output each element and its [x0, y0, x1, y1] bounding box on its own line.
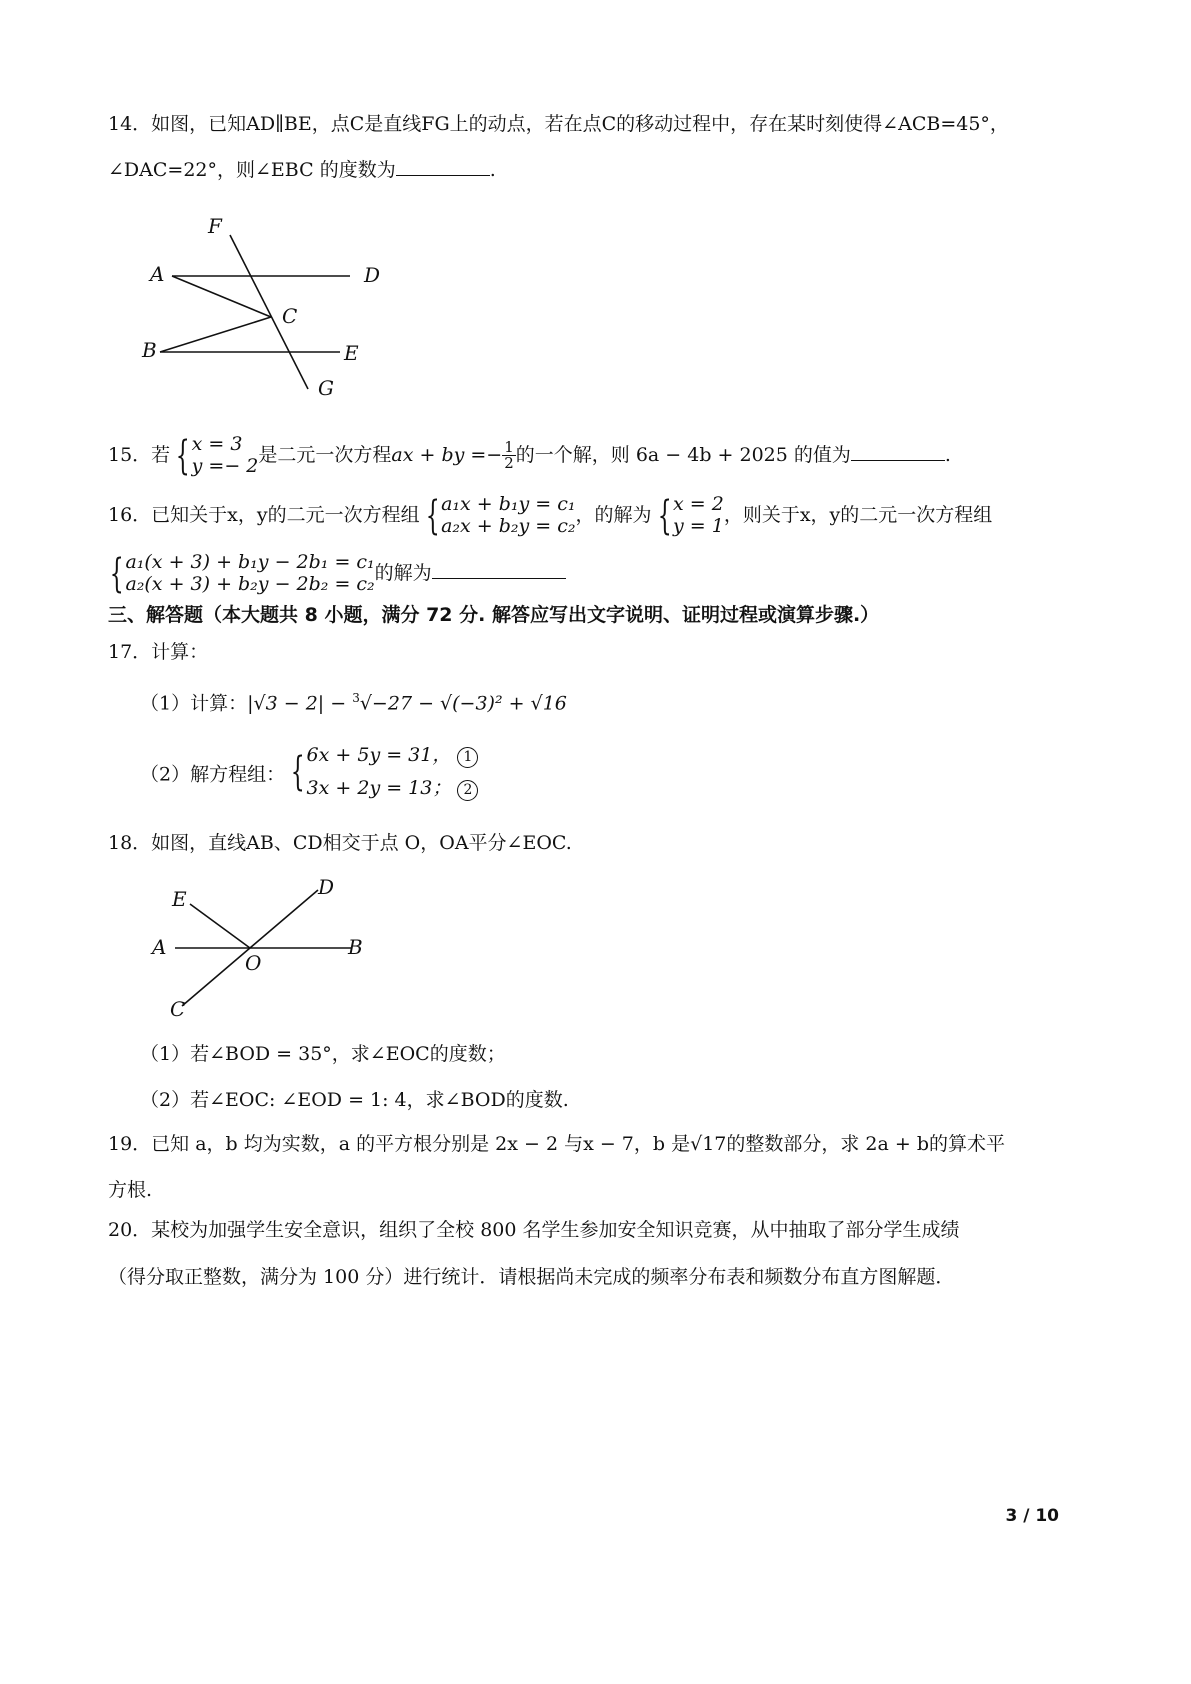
ray-OE — [190, 904, 250, 948]
q15-frac-num: 1 — [504, 437, 514, 456]
q17-p2-label: （2）解方程组： — [140, 763, 286, 786]
q14-end: . — [489, 159, 496, 181]
q16-answer-blank — [432, 578, 566, 579]
q14-answer-blank — [396, 175, 490, 176]
label-C: C — [170, 997, 186, 1021]
circled-2-icon: 2 — [457, 780, 478, 801]
q16-sys1-row2: a₂x + b₂y = c₂ — [441, 514, 576, 537]
brace-icon: { — [290, 749, 305, 796]
q17-p1-expr-b: √−27 − √(−3)² + √16 — [359, 692, 567, 715]
q16-sys2-row2: a₂(x + 3) + b₂y − 2b₂ = c₂ — [125, 572, 375, 595]
q15-row2: y =− 2 — [191, 454, 259, 477]
q20-line1: 20．某校为加强学生安全意识，组织了全校 800 名学生参加安全知识竞赛，从中抽取了部分学生成绩 — [108, 1219, 960, 1241]
label-A: A — [152, 935, 167, 959]
q16-tail: ，则关于x，y的二元一次方程组 — [723, 503, 993, 526]
q14-line2 — [108, 158, 496, 184]
q16-system2 — [104, 552, 375, 596]
q17-part1 — [140, 690, 567, 717]
label-D: D — [318, 875, 335, 899]
label-G: G — [318, 376, 334, 400]
q15-fraction — [502, 437, 516, 473]
q17-head: 17．计算： — [108, 641, 209, 663]
brace-icon: { — [425, 492, 440, 539]
label-F: F — [208, 214, 222, 238]
label-B: B — [348, 935, 363, 959]
q20-line2: （得分取正整数，满分为 100 分）进行统计．请根据尚未完成的频率分布表和频数分布直方图解题． — [108, 1266, 955, 1288]
brace-icon: { — [109, 550, 124, 597]
q14-figure — [130, 205, 400, 405]
q16-system1 — [420, 494, 576, 538]
q17-system — [285, 739, 478, 806]
q14-line1: 14．如图，已知AD∥BE，点C是直线FG上的动点，若在点C的移动过程中，存在某时刻使得∠ACB=45°， — [108, 113, 1009, 135]
q16-solution — [652, 494, 724, 538]
q17-row1: 6x + 5y = 31， 1 — [307, 739, 479, 772]
segment-BC — [160, 317, 271, 352]
q15-mid: 是二元一次方程 — [258, 443, 392, 466]
q19-line2: 方根. — [108, 1179, 153, 1201]
label-B: B — [142, 338, 157, 362]
q17-part2 — [140, 745, 478, 806]
brace-icon: { — [175, 432, 190, 479]
q17-p1-label: （1）计算： — [140, 692, 248, 715]
q18-part1: （1）若∠BOD = 35°，求∠EOC的度数； — [140, 1043, 506, 1065]
q16-sys2-row1: a₁(x + 3) + b₁y − 2b₁ = c₁ — [125, 551, 375, 573]
circled-1-icon: 1 — [457, 747, 478, 768]
q16-line1 — [108, 494, 992, 538]
q15-eq: ax + by =− — [391, 443, 503, 466]
brace-icon: { — [657, 492, 672, 539]
q15-answer-blank — [851, 460, 945, 461]
q15-system — [170, 434, 258, 478]
q19-line1: 19．已知 a，b 均为实数，a 的平方根分别是 2x − 2 与x − 7，b 是√17的整数部分，求 2a + b的算术平 — [108, 1133, 1005, 1155]
q17-p1-root-index: 3 — [352, 691, 360, 705]
label-E: E — [172, 887, 187, 911]
q18-head: 18．如图，直线AB、CD相交于点 O，OA平分∠EOC. — [108, 832, 572, 854]
page-number: 3 / 10 — [1005, 1506, 1059, 1526]
q15-frac-den: 2 — [504, 454, 514, 473]
label-A: A — [150, 262, 165, 286]
label-D: D — [364, 263, 381, 287]
q15-line — [108, 434, 951, 478]
label-O: O — [245, 951, 262, 975]
q16-sys2-tail: 的解为 — [374, 561, 432, 584]
q14-line2-text: ∠DAC=22°，则∠EBC 的度数为 — [108, 159, 396, 181]
q15-prefix: 15．若 — [108, 443, 171, 466]
q16-line2 — [104, 552, 566, 596]
label-E: E — [344, 341, 359, 365]
q18-figure — [140, 870, 380, 1030]
segment-AC — [172, 276, 271, 317]
q15-row1: x = 3 — [191, 433, 243, 455]
q16-prefix: 16．已知关于x，y的二元一次方程组 — [108, 503, 420, 526]
q16-sol-row2: y = 1 — [673, 514, 724, 537]
section-3-heading: 三、解答题（本大题共 8 小题，满分 72 分. 解答应写出文字说明、证明过程或演算步骤.） — [108, 604, 880, 626]
q16-mid: ，的解为 — [575, 503, 652, 526]
q16-sys1-row1: a₁x + b₁y = c₁ — [441, 493, 576, 515]
q17-row2: 3x + 2y = 13； 2 — [307, 772, 479, 805]
q15-end: . — [944, 443, 951, 466]
q15-tail: 的一个解，则 6a − 4b + 2025 的值为 — [515, 443, 851, 466]
q16-sol-row1: x = 2 — [673, 493, 724, 515]
q18-part2: （2）若∠EOC: ∠EOD = 1: 4，求∠BOD的度数. — [140, 1089, 569, 1111]
q17-p1-expr-a: |√3 − 2| − — [247, 692, 353, 715]
label-C: C — [282, 304, 298, 328]
